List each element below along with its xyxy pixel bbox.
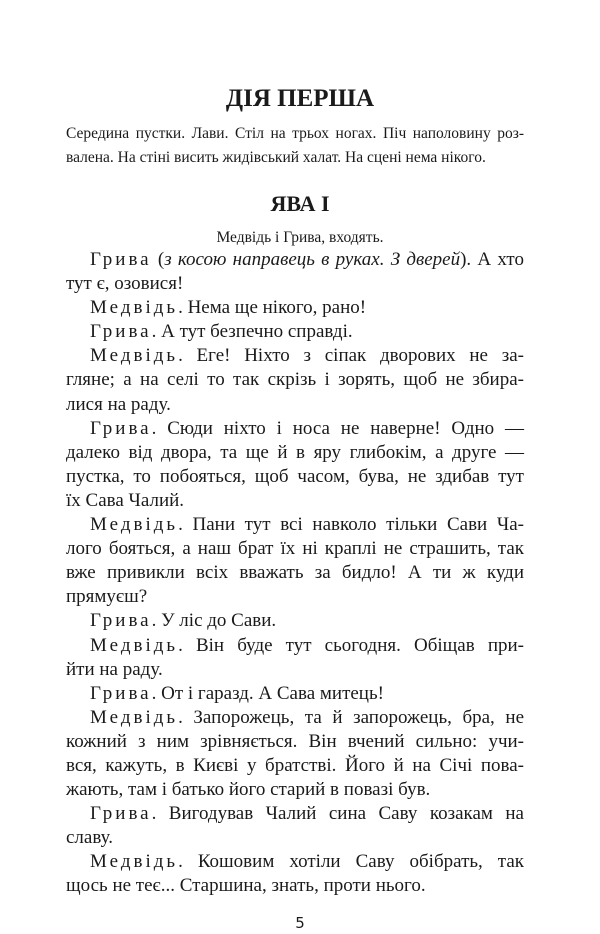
- line-text: . А тут безпечно справді.: [151, 321, 353, 343]
- text-line: [66, 417, 524, 441]
- line-text: . Він буде тут сьогодня. Обіщав при-: [178, 634, 524, 656]
- scene-title: ЯВА І: [270, 191, 330, 216]
- line-text: лися на раду.: [66, 393, 171, 415]
- text-line: [66, 489, 524, 513]
- text-line: [66, 296, 524, 320]
- text-line: [66, 658, 524, 682]
- speaker-name: Медвідь: [90, 345, 179, 367]
- stage-remark: з косою направець в руках. З дверей: [164, 249, 461, 270]
- text-line: [66, 802, 524, 826]
- dialogue-paragraph: [66, 802, 524, 850]
- line-text: йти на раду.: [66, 658, 163, 680]
- speaker-name: Медвідь: [90, 851, 179, 873]
- text-line: [66, 320, 524, 344]
- dialogue: [66, 248, 524, 899]
- dialogue-paragraph: [66, 320, 524, 344]
- text-line: [66, 561, 524, 585]
- dialogue-paragraph: [66, 609, 524, 633]
- line-text: . Вигодував Чалий сина Саву козакам на: [151, 803, 524, 825]
- line-text: ). А хто: [460, 249, 524, 270]
- speaker-name: Грива: [90, 803, 152, 825]
- line-text: вся, кажуть, в Києві у братстві. Його й на Січі пова-: [66, 754, 524, 776]
- speaker-name: Грива: [90, 249, 152, 270]
- line-text: тут є, озовися!: [66, 273, 184, 295]
- line-text: . Запорожець, та й запорожець, бра, не: [178, 706, 524, 728]
- dialogue-paragraph: [66, 296, 524, 320]
- act-title: ДІЯ ПЕРША: [225, 85, 375, 112]
- line-text: лого бояться, а наш брат їх ні краплі не страшить, так: [66, 538, 524, 560]
- text-line: [66, 609, 524, 633]
- line-text: . Сюди ніхто і носа не наверне! Одно —: [151, 417, 524, 439]
- speaker-name: Грива: [90, 321, 152, 343]
- line-text: . Еге! Ніхто з сіпак дворових не за-: [178, 345, 524, 367]
- line-text: вже привикли всіх вважать за бидло! А ти ж куди: [66, 562, 524, 584]
- dialogue-paragraph: [66, 850, 524, 898]
- dialogue-paragraph: [66, 344, 524, 416]
- text-line: [66, 344, 524, 368]
- text-line: [66, 537, 524, 561]
- speaker-name: Медвідь: [90, 297, 179, 319]
- text-line: [66, 874, 524, 898]
- text-line: [66, 730, 524, 754]
- line-text: . Кошовим хотіли Саву обібрать, так: [178, 851, 524, 873]
- stage-direction-line: валена. На стіні висить жидівський халат. На сцені нема нікого.: [66, 149, 486, 166]
- line-text: щось не теє... Старшина, знать, проти нього.: [66, 875, 426, 897]
- dialogue-paragraph: [66, 417, 524, 513]
- line-text: . Пани тут всі навколо тільки Сави Ча-: [178, 514, 524, 536]
- text-line: [66, 393, 524, 417]
- paren: (: [151, 249, 165, 270]
- dialogue-paragraph: [66, 634, 524, 682]
- speaker-name: Грива: [90, 417, 152, 439]
- text-line: [66, 682, 524, 706]
- line-text: кожний з ним зрівняється. Він вчений сильно: учи-: [66, 730, 524, 752]
- line-text: жають, там і батько його старий в повазі був.: [66, 779, 431, 801]
- line-text: прямуєш?: [66, 586, 148, 608]
- line-text: далеко від двора, та ще й в яру глибокім, а друге —: [66, 441, 524, 463]
- line-text: . Нема ще нікого, рано!: [178, 297, 367, 319]
- speaker-name: Медвідь: [90, 634, 179, 656]
- text-line: [66, 634, 524, 658]
- text-line: [66, 248, 524, 272]
- entrance-note: Медвідь і Грива, входять.: [216, 229, 384, 246]
- text-line: [66, 778, 524, 802]
- line-text: . От і гаразд. А Сава митець!: [151, 682, 384, 704]
- speaker-name: Медвідь: [90, 706, 179, 728]
- dialogue-paragraph: [66, 513, 524, 609]
- text-line: [66, 368, 524, 392]
- line-text: гляне; а на селі то так скрізь і зорять, щоб не збира-: [66, 369, 524, 391]
- text-line: [66, 272, 524, 296]
- text-line: [66, 754, 524, 778]
- dialogue-paragraph: [66, 248, 524, 296]
- text-line: [66, 441, 524, 465]
- dialogue-paragraph: [66, 682, 524, 706]
- line-text: славу.: [66, 827, 114, 849]
- text-line: [66, 706, 524, 730]
- speaker-name: Грива: [90, 682, 152, 704]
- speaker-name: Медвідь: [90, 514, 179, 536]
- page-number: 5: [295, 913, 305, 932]
- text-line: [66, 585, 524, 609]
- line-text: пустка, то побояться, щоб часом, бува, не здибав тут: [66, 465, 524, 487]
- stage-direction-line: Середина пустки. Лави. Стіл на трьох ногах. Піч наполовину роз-: [66, 125, 524, 142]
- text-line: [66, 465, 524, 489]
- text-line: [66, 513, 524, 537]
- text-line: [66, 826, 524, 850]
- dialogue-paragraph: [66, 706, 524, 802]
- line-text: . У ліс до Сави.: [151, 610, 277, 632]
- speaker-name: Грива: [90, 610, 152, 632]
- text-line: [66, 850, 524, 874]
- stage-direction: [66, 122, 524, 170]
- line-text: їх Сава Чалий.: [66, 489, 185, 511]
